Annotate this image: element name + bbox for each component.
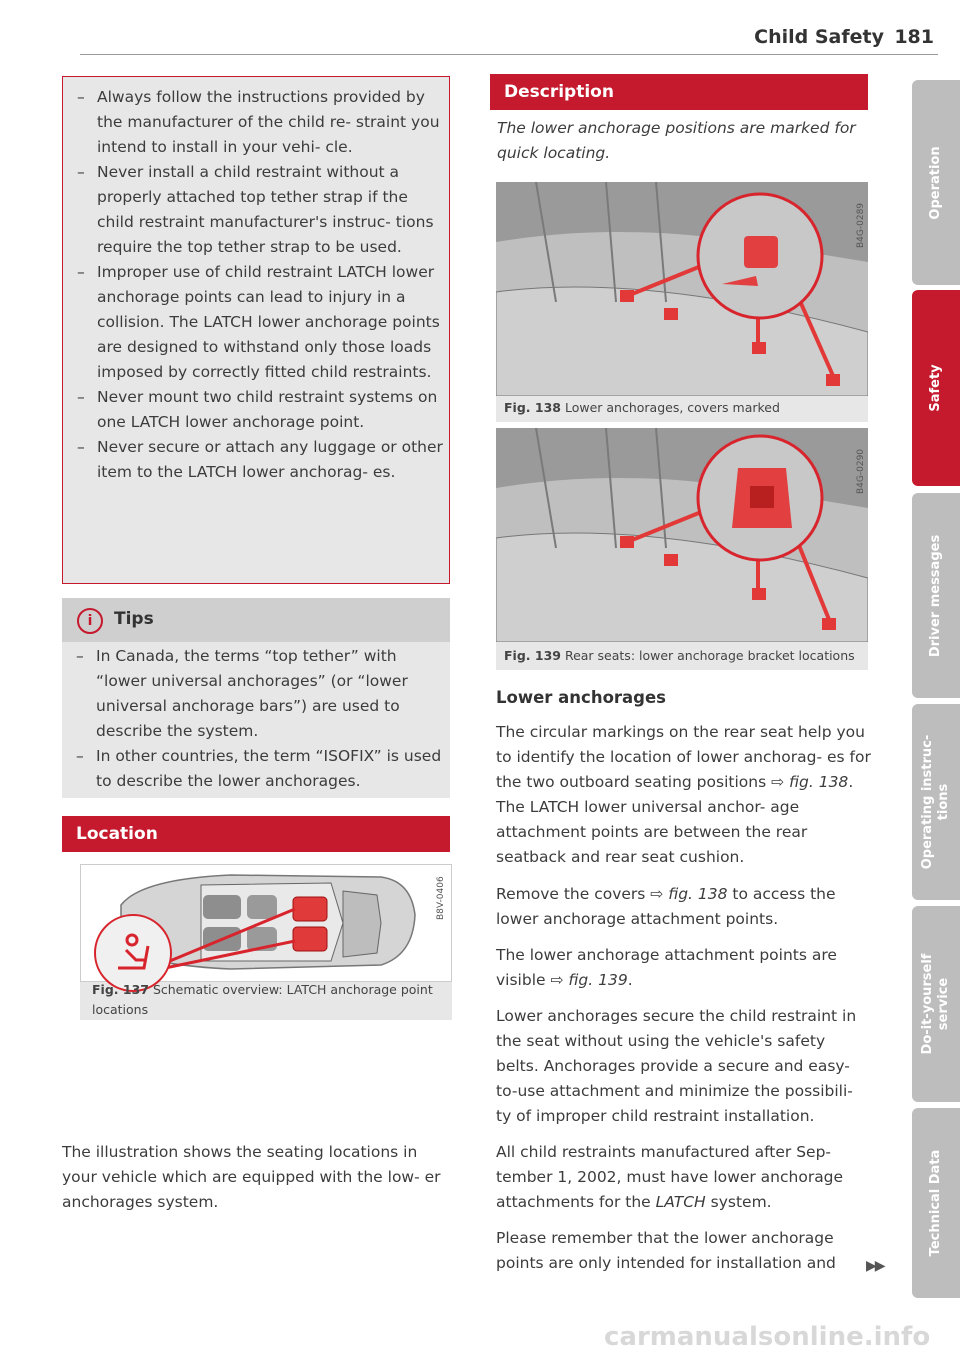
- rear-seat-photo-brackets: [496, 428, 868, 642]
- list-item: – In other countries, the term “ISOFIX” is used to describe the lower anchorages.: [76, 747, 442, 790]
- list-item: – Never install a child restraint without a properly attached top tether strap if the child restraint manufacturer's instruc- tions require the top tether strap to be used.: [77, 163, 434, 256]
- paragraph: The lower anchorage attachment points are visible ⇨ fig. 139.: [496, 946, 837, 989]
- section-heading-location: Location: [62, 816, 450, 852]
- paragraph: Remove the covers ⇨ fig. 138 to access the lower anchorage attachment points.: [496, 885, 836, 928]
- list-item: – Always follow the instructions provided by the manufacturer of the child re- straint you intend to install in your vehi- cle.: [77, 88, 440, 156]
- info-icon: i: [77, 608, 103, 634]
- side-tab-label: Operating instruc- tions: [920, 734, 951, 870]
- list-item: – Never mount two child restraint systems on one LATCH lower anchorage point.: [77, 388, 438, 431]
- figure-link[interactable]: ⇨ fig. 138: [650, 885, 728, 903]
- tips-box: [62, 642, 450, 798]
- side-tab-safety[interactable]: [912, 290, 960, 486]
- description-intro: The lower anchorage positions are marked for quick locating.: [497, 119, 856, 162]
- watermark: carmanualsonline.info: [604, 1322, 931, 1352]
- paragraph: Lower anchorages secure the child restraint in the seat without using the vehicle's safety belts. Anchorages provide a secure and easy- to-use attachment and minimize the possibili- ty of improper child restraint installation.: [496, 1007, 857, 1125]
- side-tab-label: Safety: [928, 364, 943, 412]
- side-tab-operating-instructions[interactable]: [912, 704, 960, 900]
- location-body-text: The illustration shows the seating locations in your vehicle which are equipped with the low- er anchorages system.: [62, 1143, 441, 1211]
- figure-138: [496, 182, 868, 422]
- figure-link[interactable]: ⇨ fig. 139: [550, 971, 628, 989]
- figure-139: [496, 428, 868, 670]
- list-item: – In Canada, the terms “top tether” with “lower universal anchorages” (or “lower universal anchorage bars”) are used to describe the system.: [76, 647, 408, 740]
- tips-header: [62, 598, 450, 642]
- paragraph: All child restraints manufactured after Sep- tember 1, 2002, must have lower anchorage attachments for the LATCH system.: [496, 1143, 844, 1211]
- paragraph: The circular markings on the rear seat help you to identify the location of lower anchorag- es for the two outboard seating positions ⇨ fig. 138. The LATCH lower universal anchor- age attachment points are between the rear seatback and rear seat cushion.: [496, 723, 871, 866]
- figure-code: B8V-0406: [436, 876, 446, 920]
- side-tab-technical-data[interactable]: [912, 1108, 960, 1298]
- list-item: – Improper use of child restraint LATCH lower anchorage points can lead to injury in a collision. The LATCH lower anchorage points are designed to withstand only those loads imposed by correctly fitted child restraints.: [77, 263, 440, 381]
- side-tab-label: Do-it-yourself service: [920, 953, 951, 1055]
- subheading-lower-anchorages: Lower anchorages: [496, 688, 667, 707]
- figure-caption: Fig. 139 Rear seats: lower anchorage bracket locations: [504, 648, 855, 663]
- tips-title: Tips: [114, 609, 154, 629]
- page-number: 181: [894, 26, 934, 48]
- figure-137: [80, 864, 452, 1020]
- side-tab-diy-service[interactable]: [912, 906, 960, 1102]
- figure-caption: Fig. 137 Schematic overview: LATCH anchorage point locations: [92, 982, 433, 1017]
- figure-code: B4G-0289: [856, 202, 866, 248]
- warning-list: [77, 85, 443, 485]
- page-header: [80, 24, 938, 55]
- rear-seat-photo-covers: [496, 182, 868, 396]
- chapter-title: Child Safety: [754, 26, 884, 48]
- side-tab-driver-messages[interactable]: [912, 493, 960, 698]
- side-tab-label: Operation: [928, 145, 943, 220]
- tips-list: [76, 644, 442, 794]
- section-heading-description: Description: [490, 74, 868, 110]
- side-tab-label: Driver messages: [928, 534, 943, 657]
- paragraph: Please remember that the lower anchorage points are only intended for installation and: [496, 1229, 836, 1272]
- list-item: – Never secure or attach any luggage or other item to the LATCH lower anchorag- es.: [77, 438, 443, 481]
- side-tab-operation[interactable]: [912, 80, 960, 285]
- figure-caption: Fig. 138 Lower anchorages, covers marked: [504, 400, 780, 415]
- next-page-arrow-icon[interactable]: ▶▶: [866, 1258, 884, 1274]
- warning-box: [62, 76, 450, 584]
- figure-link[interactable]: ⇨ fig. 138: [771, 773, 849, 791]
- side-tab-label: Technical Data: [928, 1149, 943, 1257]
- figure-code: B4G-0290: [856, 448, 866, 494]
